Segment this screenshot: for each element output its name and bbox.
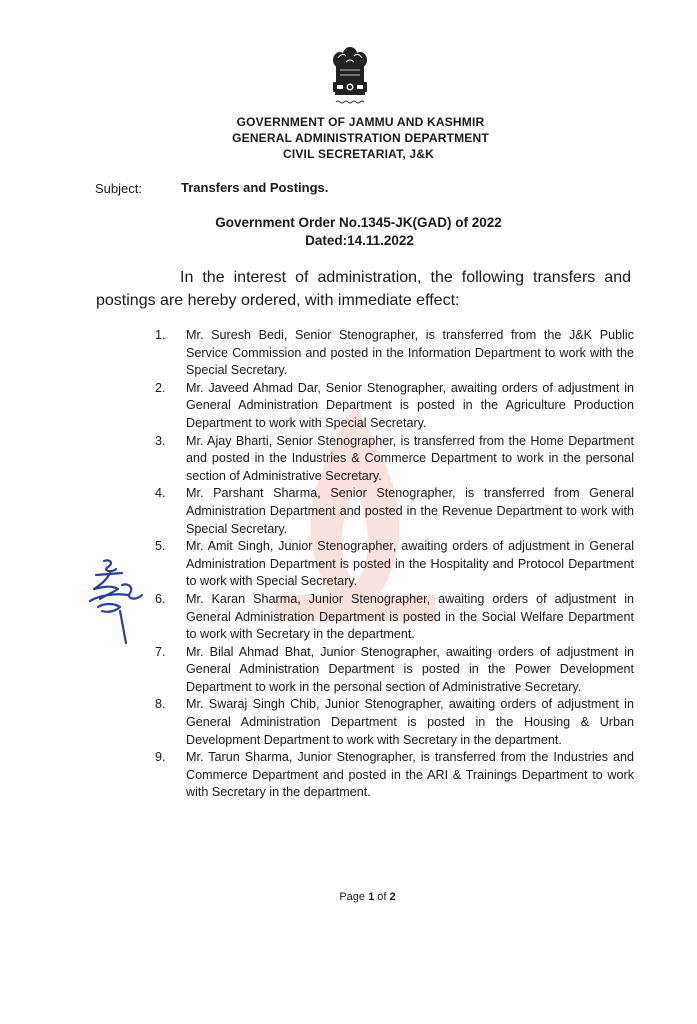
item-number: 5. bbox=[155, 539, 166, 554]
item-number: 3. bbox=[155, 433, 166, 448]
item-number: 8. bbox=[155, 697, 166, 712]
item-text: Mr. Tarun Sharma, Junior Stenographer, is transferred from the Industries and Commerce Department and posted in the ARI & Trainings Department to work with Secretary in the department. bbox=[186, 750, 634, 800]
department-heading: GENERAL ADMINISTRATION DEPARTMENT bbox=[232, 131, 489, 145]
page-current: 1 bbox=[368, 891, 375, 903]
list-item bbox=[155, 538, 634, 591]
page-prefix: Page bbox=[339, 891, 369, 903]
national-emblem-icon bbox=[328, 44, 372, 108]
item-text: Mr. Parshant Sharma, Senior Stenographer, is transferred from General Administration Department and posted in the Revenue Department to work with Special Secretary. bbox=[186, 486, 634, 536]
list-item bbox=[155, 485, 634, 538]
item-text: Mr. Amit Singh, Junior Stenographer, awaiting orders of adjustment in General Administration Department is posted in the Hospitality and Protocol Department to work with Special Secretary. bbox=[186, 539, 634, 589]
page-total: 2 bbox=[389, 891, 396, 903]
list-item bbox=[155, 696, 634, 749]
list-item bbox=[155, 433, 634, 486]
item-number: 2. bbox=[155, 380, 166, 395]
order-number: Government Order No.1345-JK(GAD) of 2022 bbox=[215, 215, 502, 230]
list-item bbox=[155, 644, 634, 697]
item-text: Mr. Ajay Bharti, Senior Stenographer, is transferred from the Home Department and posted in the Industries & Commerce Department to work in the personal section of Administrative Secretary. bbox=[186, 433, 634, 483]
item-text: Mr. Swaraj Singh Chib, Junior Stenographer, awaiting orders of adjustment in General Administration Department is posted in the Housing & Urban Development Department to work with Secretary in the department. bbox=[186, 697, 634, 747]
intro-paragraph: In the interest of administration, the following transfers and postings are hereby ordered, with immediate effect: bbox=[96, 269, 631, 309]
page-of: of bbox=[374, 891, 390, 903]
item-number: 9. bbox=[155, 750, 166, 765]
order-date: Dated:14.11.2022 bbox=[305, 233, 414, 248]
item-text: Mr. Suresh Bedi, Senior Stenographer, is transferred from the J&K Public Service Commission and posted in the Information Department to work with the Special Secretary. bbox=[186, 328, 634, 378]
subject-text: Transfers and Postings. bbox=[181, 180, 329, 195]
list-item bbox=[155, 591, 634, 644]
government-heading: GOVERNMENT OF JAMMU AND KASHMIR bbox=[236, 115, 485, 129]
handwritten-signature bbox=[82, 555, 154, 647]
order-list bbox=[155, 327, 634, 802]
list-item bbox=[155, 327, 634, 380]
item-text: Mr. Javeed Ahmad Dar, Senior Stenographer, awaiting orders of adjustment in General Administration Department is posted in the Agriculture Production Department to work with Special Secretary. bbox=[186, 380, 634, 430]
secretariat-heading: CIVIL SECRETARIAT, J&K bbox=[282, 147, 435, 161]
list-item bbox=[155, 380, 634, 433]
subject-label: Subject: bbox=[95, 181, 142, 196]
list-item bbox=[155, 749, 634, 802]
item-number: 7. bbox=[155, 644, 166, 659]
item-text: Mr. Karan Sharma, Junior Stenographer, awaiting orders of adjustment in General Administration Department is posted in the Social Welfare Department to work with Secretary in the department. bbox=[186, 591, 634, 642]
item-text: Mr. Bilal Ahmad Bhat, Junior Stenographer, awaiting orders of adjustment in General Administration Department is posted in the Power Development Department to work in the personal section of Administrative Secretary. bbox=[186, 644, 634, 694]
page-number bbox=[0, 891, 697, 903]
item-number: 4. bbox=[155, 486, 166, 501]
item-number: 1. bbox=[155, 328, 166, 342]
item-number: 6. bbox=[155, 591, 166, 606]
